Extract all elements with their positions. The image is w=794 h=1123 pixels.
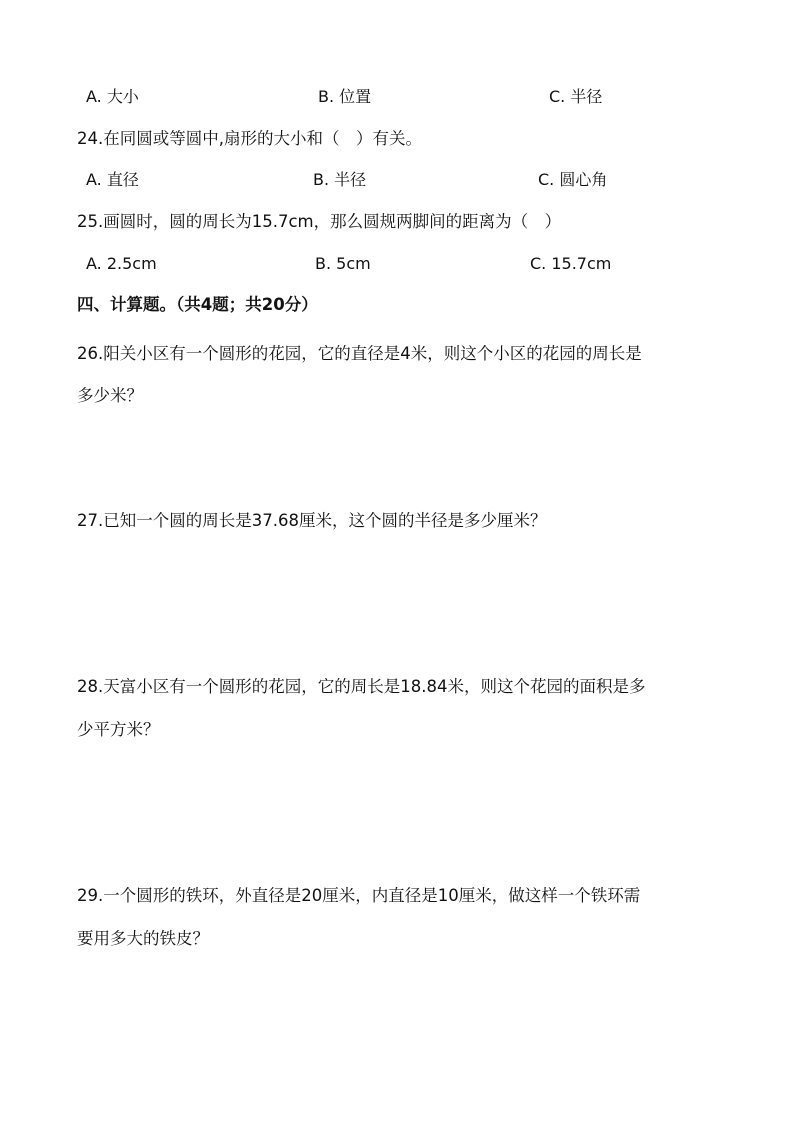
q26-line-1: 26.阳关小区有一个圆形的花园，它的直径是4米，则这个小区的花园的周长是 (77, 344, 642, 363)
q23-option-a: A. 大小 (86, 87, 139, 106)
q23-option-c: C. 半径 (549, 87, 603, 106)
q28-line-1: 28.天富小区有一个圆形的花园，它的周长是18.84米，则这个花园的面积是多 (77, 677, 646, 696)
q25-text: 25.画圆时，圆的周长为15.7cm，那么圆规两脚间的距离为（ ） (77, 212, 562, 231)
q29-line-1: 29.一个圆形的铁环，外直径是20厘米，内直径是10厘米，做这样一个铁环需 (77, 886, 641, 905)
q27-line-1: 27.已知一个圆的周长是37.68厘米，这个圆的半径是多少厘米？ (77, 511, 547, 530)
q24-text: 24.在同圆或等圆中,扇形的大小和（ ）有关。 (77, 129, 422, 148)
q25-option-b: B. 5cm (315, 254, 371, 273)
q26-line-2: 多少米？ (77, 386, 143, 405)
q24-option-b: B. 半径 (313, 170, 367, 189)
q24-option-c: C. 圆心角 (538, 170, 608, 189)
q25-option-c: C. 15.7cm (530, 254, 612, 273)
q28-line-2: 少平方米？ (77, 720, 160, 739)
q25-option-a: A. 2.5cm (86, 254, 157, 273)
q24-option-a: A. 直径 (86, 170, 139, 189)
q23-option-b: B. 位置 (318, 87, 372, 106)
section-heading: 四、计算题。（共4题；共20分） (77, 295, 318, 314)
q29-line-2: 要用多大的铁皮？ (77, 929, 209, 948)
